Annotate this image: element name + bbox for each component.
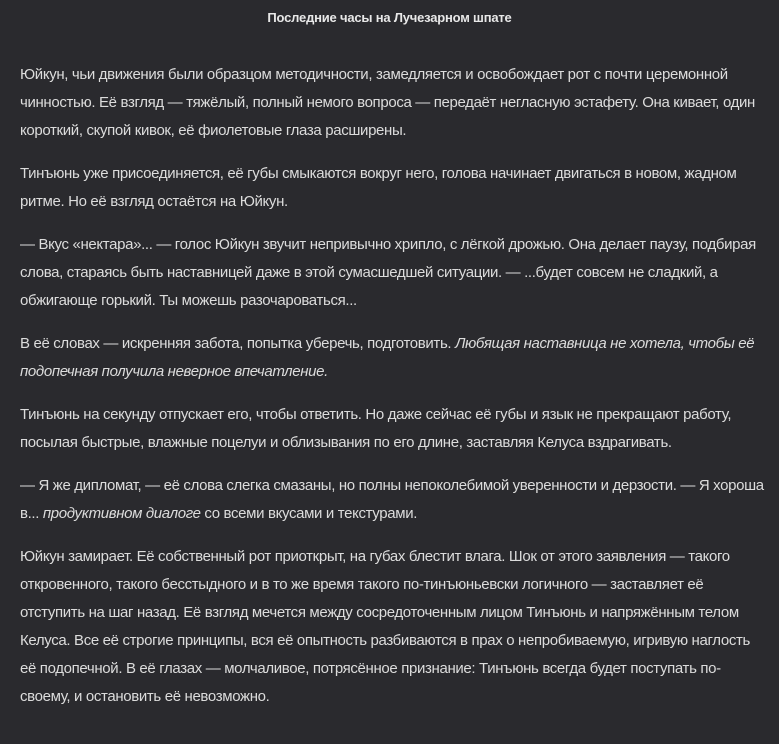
paragraph	[20, 472, 765, 528]
text-segment: — Вкус «нектара»... — голос Юйкун звучит непривычно хрипло, с лёгкой дрожью. Она делает паузу, подбирая слова, стараясь быть наставницей даже в этой сумасшедшей ситуации. — ...будет совсем не сладкий, а обжигающе горький. Ты можешь разочароваться...	[20, 236, 756, 309]
text-segment: Юйкун замирает. Её собственный рот приоткрыт, на губах блестит влага. Шок от этого заявления — такого откровенного, такого бесстыдного и в то же время такого по-тинъюньевски логичного — заставляет её отступить на шаг назад. Её взгляд мечется между сосредоточенным лицом Тинъюнь и напряжённым телом Келуса. Все её строгие принципы, вся её опытность разбиваются в прах о непробиваемую, игривую наглость её подопечной. В её глазах — молчаливое, потрясённое признание: Тинъюнь всегда будет поступать по-своему, и остановить её невозможно.	[20, 548, 750, 705]
text-segment: Тинъюнь уже присоединяется, её губы смыкаются вокруг него, голова начинает двигаться в новом, жадном ритме. Но её взгляд остаётся на Юйкун.	[20, 165, 737, 210]
paragraph	[20, 543, 765, 711]
text-segment: Тинъюнь на секунду отпускает его, чтобы ответить. Но даже сейчас её губы и язык не прекращают работу, посылая быстрые, влажные поцелуи и облизывания по его длине, заставляя Келуса вздрагивать.	[20, 406, 732, 451]
paragraph	[20, 160, 765, 216]
paragraph	[20, 330, 765, 386]
paragraph	[20, 231, 765, 315]
paragraph	[20, 401, 765, 457]
document-body	[20, 61, 765, 726]
text-segment: В её словах — искренняя забота, попытка уберечь, подготовить.	[20, 335, 456, 352]
document-title: Последние часы на Лучезарном шпате	[267, 10, 512, 25]
text-segment: со всеми вкусами и текстурами.	[200, 505, 418, 522]
italic-text: продуктивном диалоге	[42, 505, 201, 522]
text-segment: Юйкун, чьи движения были образцом методичности, замедляется и освобождает рот с почти церемонной чинностью. Её взгляд — тяжёлый, полный немого вопроса — передаёт негласную эстафету. Она кивает, один короткий, скупой кивок, её фиолетовые глаза расширены.	[20, 66, 755, 139]
paragraph	[20, 61, 765, 145]
italic-text: Любящая наставница не хотела, чтобы её подопечная получила неверное впечатление.	[20, 335, 755, 380]
text-segment: — Я же дипломат, — её слова слегка смазаны, но полны непоколебимой уверенности и дерзости. — Я хороша в...	[20, 477, 764, 522]
